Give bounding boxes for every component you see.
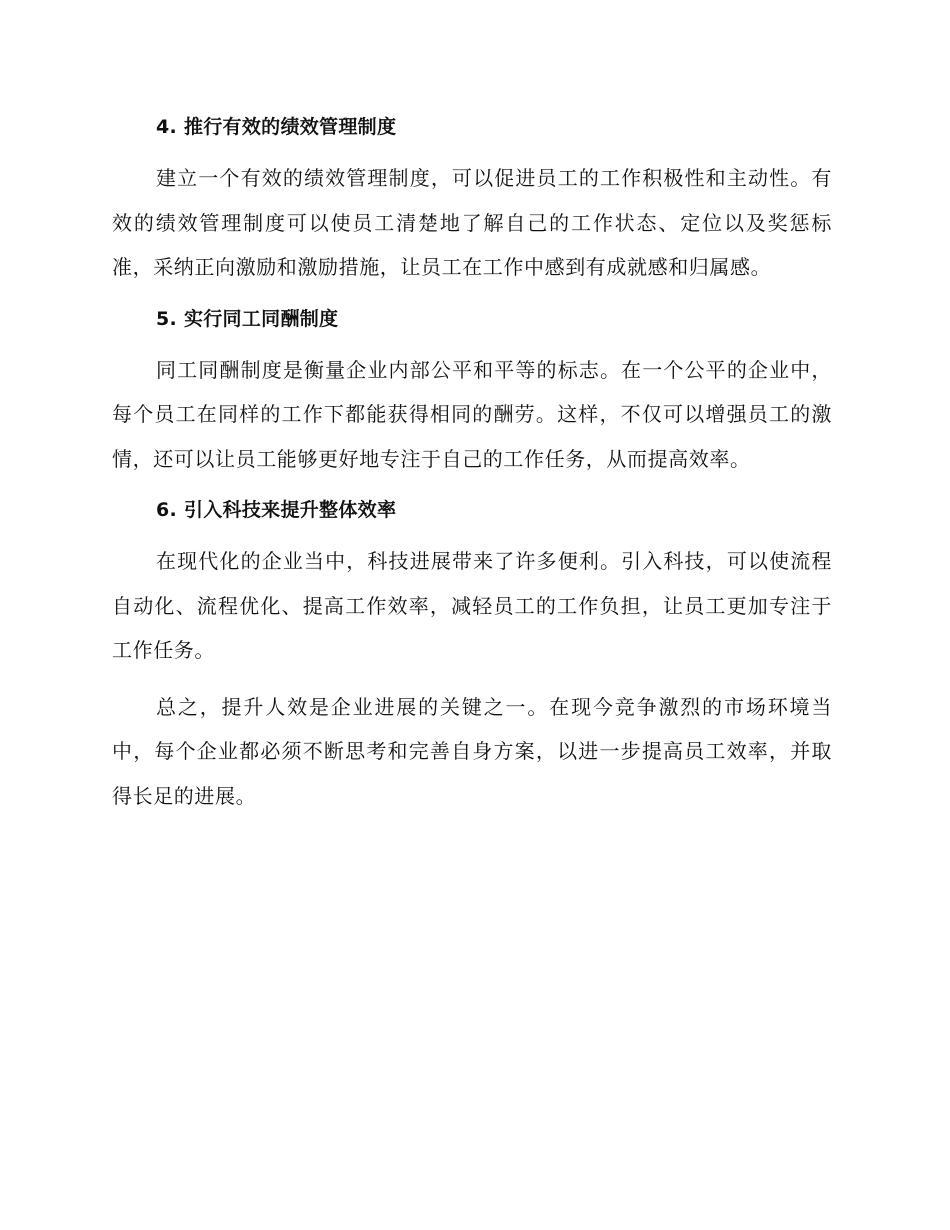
conclusion-paragraph: 总之，提升人效是企业进展的关键之一。在现今竞争激烈的市场环境当中，每个企业都必须不断思考和完善自身方案，以进一步提高员工效率，并取得长足的进展。 — [112, 694, 832, 808]
section-performance-management — [112, 110, 832, 290]
section-technology — [112, 493, 832, 673]
section-paragraph: 同工同酬制度是衡量企业内部公平和平等的标志。在一个公平的企业中，每个员工在同样的工作下都能获得相同的酬劳。这样，不仅可以增强员工的激情，还可以让员工能够更好地专注于自己的工作任务，从而提高效率。 — [112, 357, 832, 471]
section-heading: 5. 实行同工同酬制度 — [156, 307, 339, 330]
section-equal-pay — [112, 302, 832, 482]
section-paragraph: 在现代化的企业当中，科技进展带来了许多便利。引入科技，可以使流程自动化、流程优化、提高工作效率，减轻员工的工作负担，让员工更加专注于工作任务。 — [112, 549, 832, 662]
section-heading: 4. 推行有效的绩效管理制度 — [156, 116, 397, 138]
section-paragraph: 建立一个有效的绩效管理制度，可以促进员工的工作积极性和主动性。有效的绩效管理制度可以使员工清楚地了解自己的工作状态、定位以及奖惩标准，采纳正向激励和激励措施，让员工在工作中感到有成就感和归属感。 — [112, 166, 832, 279]
section-heading: 6. 引入科技来提升整体效率 — [156, 499, 397, 521]
